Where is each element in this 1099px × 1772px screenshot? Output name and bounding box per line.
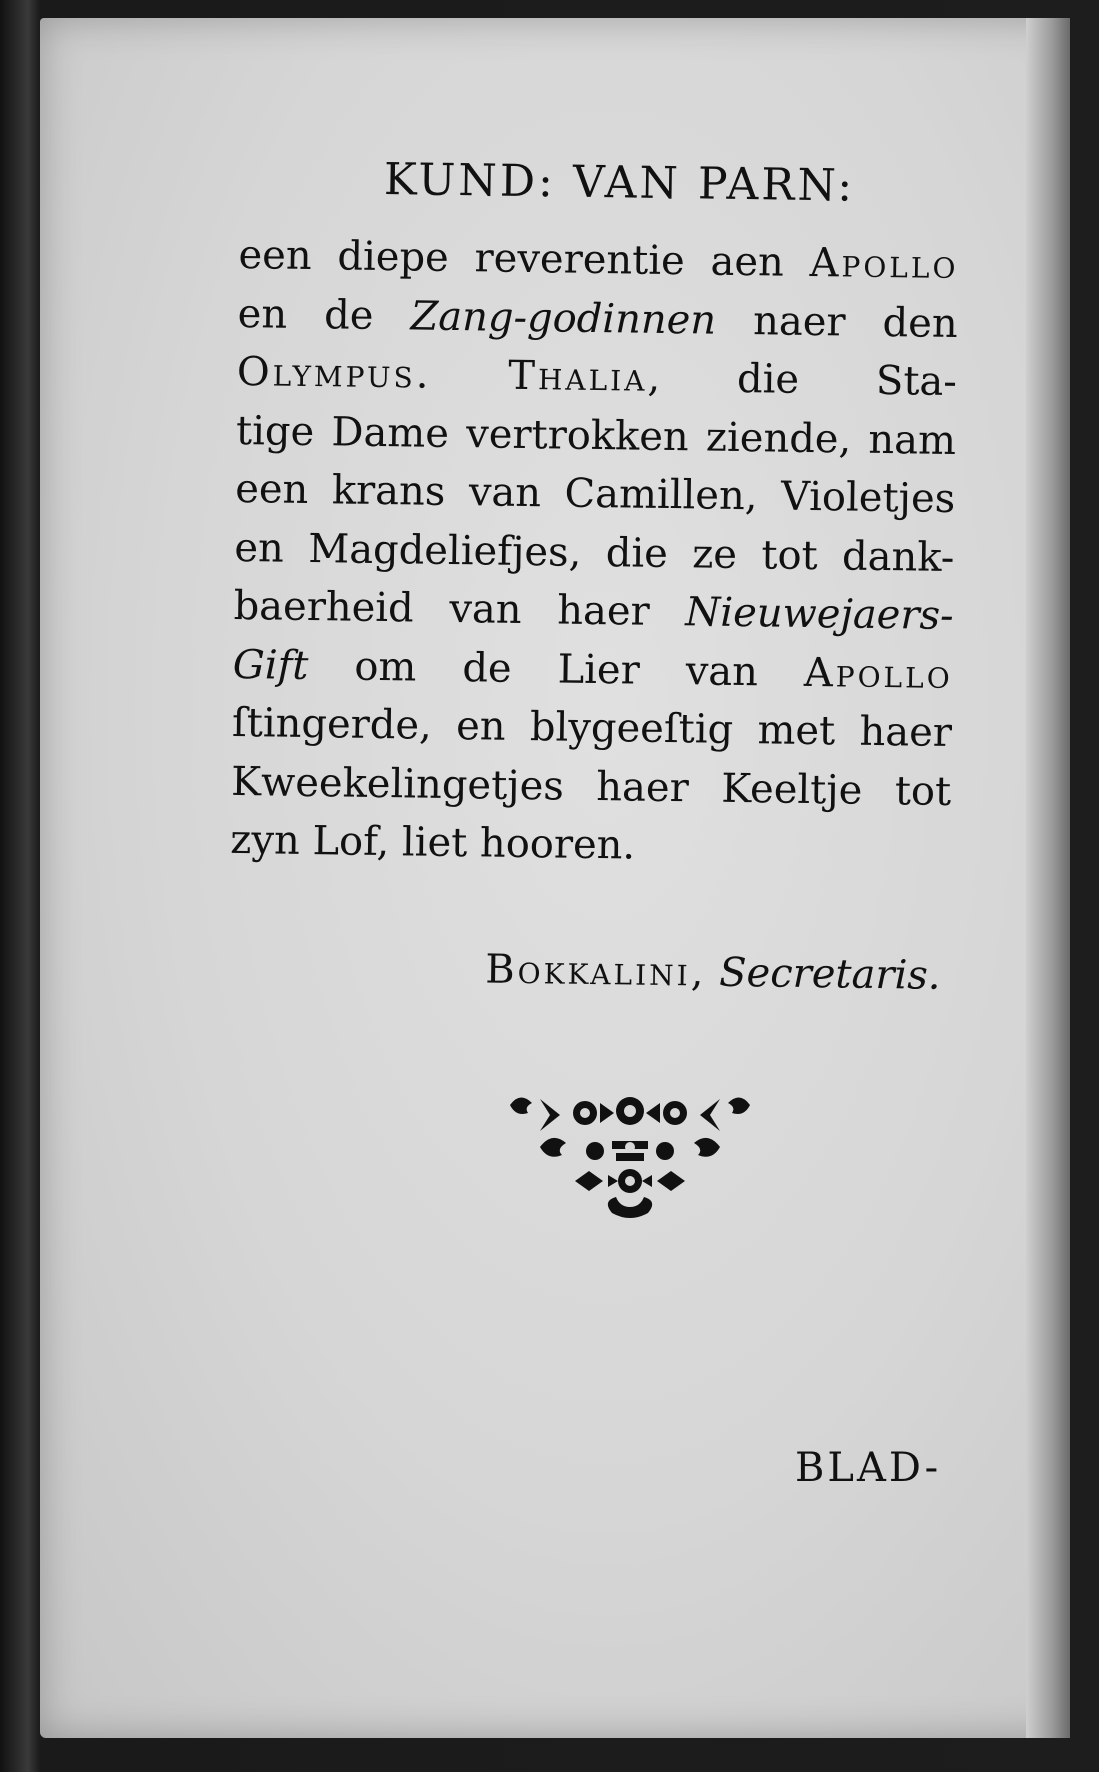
text-block [228,150,960,1003]
text-line [237,284,958,353]
text-segment: een diepe reverentie aen [238,231,810,286]
text-line [236,401,957,470]
text-segment: en de [237,290,411,339]
text-segment: zyn Lof, liet hooren. [230,816,636,869]
signature-name: Bokkalini, [484,946,707,996]
text-line [231,752,952,821]
text-segment: Nieuwejaers- [685,589,954,640]
text-segment: Thalia [508,352,648,401]
catchword: BLAD- [795,1445,942,1491]
text-segment: Olympus. [236,348,432,398]
signature [228,937,949,1003]
text-segment: tige Dame vertrokken ziende, nam [235,407,957,464]
text-segment: om de Lier van [308,642,805,696]
text-line [230,811,951,880]
fleuron-ornament-icon [500,1085,760,1235]
signature-title: Secretaris. [718,949,941,999]
text-segment: en Magdeliefjes, die ze tot dank- [234,524,955,581]
text-segment: Kweekelingetjes haer Keeltje tot [230,758,952,815]
text-line [235,460,956,529]
text-line [238,226,959,295]
page-edge-shadow [1026,18,1070,1738]
text-segment: een krans van Camillen, Violetjes [234,465,956,523]
text-segment: Zang-godinnen [410,292,717,344]
text-segment [431,352,508,399]
text-line [236,343,957,412]
text-line [232,694,953,763]
text-segment: Apollo [803,649,954,698]
text-line [232,635,953,704]
text-segment: , die Sta- [647,354,958,406]
text-segment: naer den [715,297,958,347]
text-segment: baerheid van haer [233,582,686,636]
text-line [234,518,955,587]
body-text [230,226,959,879]
text-segment: Apollo [809,239,959,289]
text-segment: ſtingerde, en blygeeſtig met haer [231,699,953,756]
running-head: KUND: VAN PARN: [383,154,856,212]
text-segment: Gift [232,641,309,689]
text-line [233,577,954,646]
